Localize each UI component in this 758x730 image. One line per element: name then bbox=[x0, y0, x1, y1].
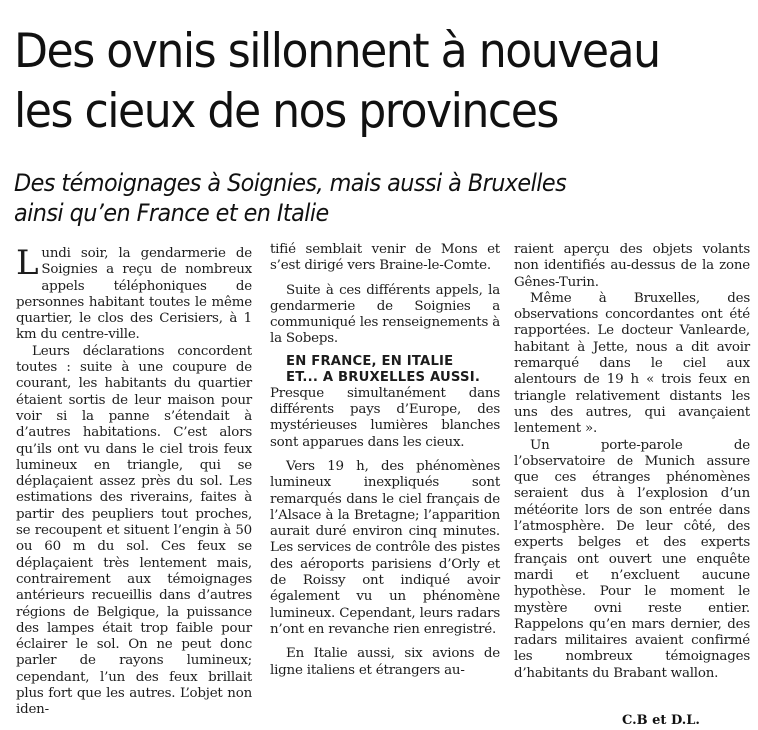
article-column-1 bbox=[16, 243, 252, 719]
subheadline bbox=[14, 168, 702, 228]
paragraph-3: tifié semblait venir de Mons et s’est dirigé vers Braine-le-Comte. bbox=[270, 242, 500, 274]
paragraph-2: Leurs déclarations concordent toutes : suite à une coupure de courant, les habitants du quartier étaient sortis de leur maison pour voir si la panne s’étendait à d’autres habitations. C’est alors qu’ils ont vu dans le ciel trois feux lumineux en triangle, qui se déplaçaient assez près du sol. Les estimations des riverains, faites à partir des peupliers tout proches, se recoupent et situent l’engin à 50 ou 60 m du sol. Ces feux se déplaçaient très lentement mais, contrairement aux témoignages antérieurs recueillis dans d’autres régions de Belgique, la puissance des lampes était trop faible pour éclairer le sol. On ne peut donc parler de rayons lumineux; cependant, l’un des feux brillait plus fort que les autres. L’objet non iden- bbox=[16, 343, 252, 718]
paragraph-5: Presque simultanément dans différents pays d’Europe, des mystérieuses lumières blanches sont apparues dans les cieux. bbox=[270, 385, 500, 450]
intertitle bbox=[270, 354, 500, 386]
intertitle-line-2: ET... A BRUXELLES AUSSI. bbox=[286, 369, 481, 385]
paragraph-1-text: undi soir, la gendarmerie de Soignies a reçu de nombreux appels téléphoniques de personnes habitant toutes le même quartier, le clos des Cerisiers, à 1 km du centre-ville. bbox=[16, 246, 252, 343]
article-column-2 bbox=[270, 242, 500, 679]
paragraph-8: raient aperçu des objets volants non identifiés au-dessus de la zone Gênes-Turin. bbox=[514, 242, 750, 290]
subheadline-line-2: ainsi qu’en France et en Italie bbox=[14, 199, 329, 227]
paragraph-4: Suite à ces différents appels, la gendarmerie de Soignies a communiqué les renseignements à la Sobeps. bbox=[270, 282, 500, 347]
headline bbox=[14, 22, 710, 142]
paragraph-6: Vers 19 h, des phénomènes lumineux inexpliqués sont remarqués dans le ciel français de l’Alsace à la Bretagne; l’apparition aurait duré environ cinq minutes. Les services de contrôle des pistes des aéroports parisiens d’Orly et de Roissy ont indiqué avoir également vu un phénomène lumineux. Cependant, leurs radars n’ont en revanche rien enregistré. bbox=[270, 458, 500, 637]
paragraph-1 bbox=[16, 243, 252, 344]
paragraph-10: Un porte-parole de l’observatoire de Munich assure que ces étranges phénomènes seraient dus à l’explosion d’un météorite lors de son entrée dans l’atmosphère. De leur côté, des experts belges et des experts français ont ouvert une enquête mardi et n’excluent aucune hypothèse. Pour le moment le mystère ovni reste entier. Rappelons qu’en mars dernier, des radars militaires avaient confirmé les nombreux témoignages d’habitants du Brabant wallon. bbox=[514, 437, 750, 681]
paragraph-7: En Italie aussi, six avions de ligne italiens et étrangers au- bbox=[270, 646, 500, 678]
headline-line-1: Des ovnis sillonnent à nouveau bbox=[14, 24, 660, 79]
headline-line-2: les cieux de nos provinces bbox=[14, 84, 558, 139]
paragraph-9: Même à Bruxelles, des observations concordantes ont été rapportées. Le docteur Vanlearde, habitant à Jette, nous a dit avoir remarqué dans le ciel aux alentours de 19 h « trois feux en triangle relativement distants les uns des autres, qui avançaient lentement ». bbox=[514, 290, 750, 437]
author-signature: C.B et D.L. bbox=[622, 713, 700, 728]
drop-cap: L bbox=[16, 243, 39, 283]
article-column-3 bbox=[514, 242, 750, 682]
intertitle-line-1: EN FRANCE, EN ITALIE bbox=[286, 353, 454, 369]
subheadline-line-1: Des témoignages à Soignies, mais aussi à Bruxelles bbox=[14, 169, 567, 197]
